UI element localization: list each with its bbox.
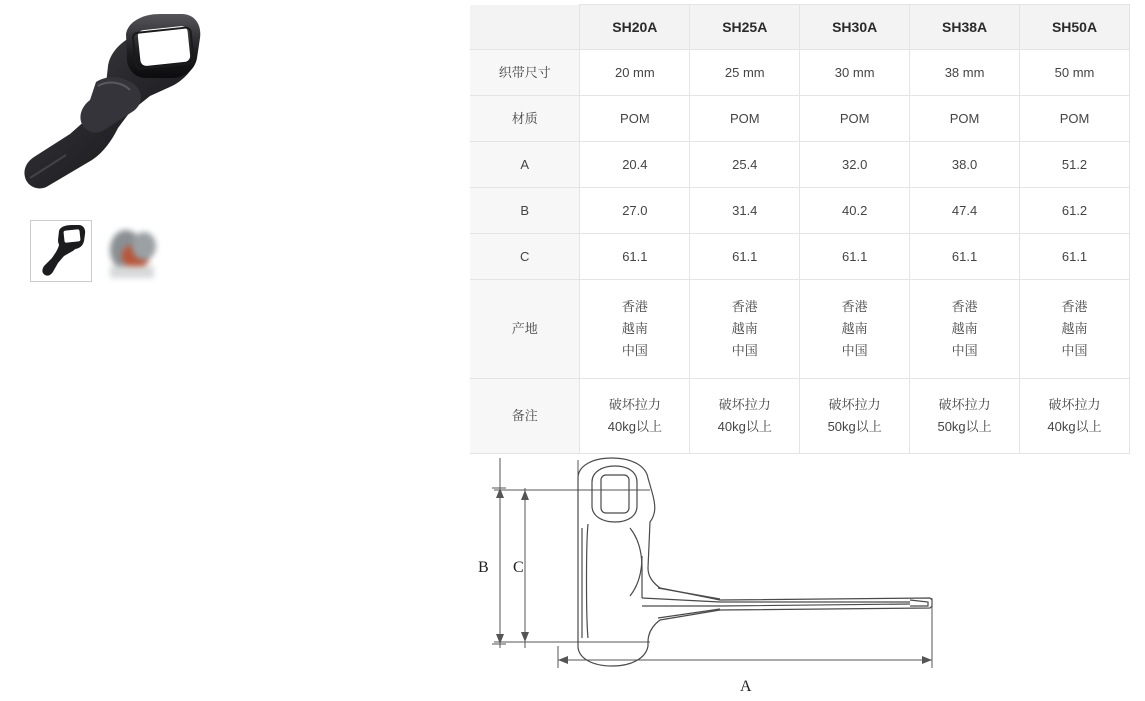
dimension-label-a: A bbox=[740, 678, 752, 695]
cell-a-sh25a: 25.4 bbox=[690, 142, 800, 188]
cell-c-sh25a: 61.1 bbox=[690, 234, 800, 280]
cell-origin-sh30a-line1: 香港 bbox=[841, 299, 868, 314]
cell-remark-sh50a-line1: 破坏拉力 bbox=[1048, 397, 1101, 412]
cell-remark-sh25a-line1: 破坏拉力 bbox=[718, 397, 771, 412]
cell-origin-sh38a-line2: 越南 bbox=[951, 321, 978, 336]
cell-remark-sh38a-line1: 破坏拉力 bbox=[938, 397, 991, 412]
cell-remark-sh30a-line1: 破坏拉力 bbox=[828, 397, 881, 412]
snap-hook-illustration bbox=[0, 0, 300, 200]
thumbnail-1-icon bbox=[31, 221, 91, 281]
cell-b-sh25a: 31.4 bbox=[690, 188, 800, 234]
cell-origin-sh50a-line3: 中国 bbox=[1061, 343, 1088, 358]
dimension-label-b: B bbox=[478, 559, 489, 576]
cell-remark-sh20a-line2: 40kg以上 bbox=[607, 419, 662, 434]
thumbnail-2-icon bbox=[100, 220, 162, 282]
cell-origin-sh25a-line2: 越南 bbox=[731, 321, 758, 336]
cell-origin-sh38a bbox=[910, 280, 1020, 379]
cell-c-sh30a: 61.1 bbox=[800, 234, 910, 280]
cell-origin-sh30a-line2: 越南 bbox=[841, 321, 868, 336]
cell-a-sh20a: 20.4 bbox=[580, 142, 690, 188]
cell-remark-sh25a-line2: 40kg以上 bbox=[717, 419, 772, 434]
cell-remark-sh25a bbox=[690, 379, 800, 454]
cell-webbing-size-sh30a: 30 mm bbox=[800, 50, 910, 96]
table-header bbox=[470, 5, 1130, 50]
table-body bbox=[470, 50, 1130, 454]
table-header-row bbox=[470, 5, 1130, 50]
cell-origin-sh38a-line1: 香港 bbox=[951, 299, 978, 314]
product-media-panel bbox=[0, 0, 470, 701]
thumbnail-strip[interactable] bbox=[30, 220, 162, 282]
cell-c-sh20a: 61.1 bbox=[580, 234, 690, 280]
row-label-remark: 备注 bbox=[470, 379, 580, 454]
dimension-label-c: C bbox=[513, 559, 524, 576]
cell-webbing-size-sh38a: 38 mm bbox=[910, 50, 1020, 96]
cell-webbing-size-sh25a: 25 mm bbox=[690, 50, 800, 96]
cell-origin-sh25a-line3: 中国 bbox=[731, 343, 758, 358]
column-header-sh50a: SH50A bbox=[1020, 5, 1130, 50]
cell-material-sh50a: POM bbox=[1020, 96, 1130, 142]
row-label-a: A bbox=[470, 142, 580, 188]
table-row-remark bbox=[470, 379, 1130, 454]
cell-webbing-size-sh50a: 50 mm bbox=[1020, 50, 1130, 96]
cell-origin-sh50a-line1: 香港 bbox=[1061, 299, 1088, 314]
cell-remark-sh30a bbox=[800, 379, 910, 454]
cell-c-sh38a: 61.1 bbox=[910, 234, 1020, 280]
cell-origin-sh30a bbox=[800, 280, 910, 379]
row-label-b: B bbox=[470, 188, 580, 234]
cell-origin-sh50a bbox=[1020, 280, 1130, 379]
cell-origin-sh25a-line1: 香港 bbox=[731, 299, 758, 314]
cell-material-sh20a: POM bbox=[580, 96, 690, 142]
cell-origin-sh20a-line2: 越南 bbox=[621, 321, 648, 336]
column-header-sh30a: SH30A bbox=[800, 5, 910, 50]
thumbnail-1[interactable] bbox=[30, 220, 92, 282]
row-label-webbing-size: 织带尺寸 bbox=[470, 50, 580, 96]
specification-table-container bbox=[470, 4, 1130, 454]
cell-remark-sh20a bbox=[580, 379, 690, 454]
cell-origin-sh20a bbox=[580, 280, 690, 379]
cell-remark-sh30a-line2: 50kg以上 bbox=[827, 419, 882, 434]
cell-a-sh50a: 51.2 bbox=[1020, 142, 1130, 188]
cell-webbing-size-sh20a: 20 mm bbox=[580, 50, 690, 96]
cell-origin-sh30a-line3: 中国 bbox=[841, 343, 868, 358]
cell-remark-sh38a bbox=[910, 379, 1020, 454]
row-label-material: 材质 bbox=[470, 96, 580, 142]
cell-remark-sh50a bbox=[1020, 379, 1130, 454]
cell-material-sh25a: POM bbox=[690, 96, 800, 142]
technical-drawing bbox=[470, 448, 1130, 698]
column-header-sh20a: SH20A bbox=[580, 5, 690, 50]
row-label-origin: 产地 bbox=[470, 280, 580, 379]
cell-b-sh30a: 40.2 bbox=[800, 188, 910, 234]
cell-origin-sh38a-line3: 中国 bbox=[951, 343, 978, 358]
cell-a-sh30a: 32.0 bbox=[800, 142, 910, 188]
table-row-b bbox=[470, 188, 1130, 234]
table-row-a bbox=[470, 142, 1130, 188]
specification-table bbox=[470, 4, 1130, 454]
thumbnail-2[interactable] bbox=[100, 220, 162, 282]
cell-material-sh30a: POM bbox=[800, 96, 910, 142]
row-label-c: C bbox=[470, 234, 580, 280]
table-corner-cell bbox=[470, 5, 580, 50]
cell-remark-sh38a-line2: 50kg以上 bbox=[937, 419, 992, 434]
cell-a-sh38a: 38.0 bbox=[910, 142, 1020, 188]
cell-origin-sh20a-line3: 中国 bbox=[621, 343, 648, 358]
cell-origin-sh20a-line1: 香港 bbox=[621, 299, 648, 314]
table-row-webbing-size bbox=[470, 50, 1130, 96]
cell-c-sh50a: 61.1 bbox=[1020, 234, 1130, 280]
cell-b-sh38a: 47.4 bbox=[910, 188, 1020, 234]
table-row-c bbox=[470, 234, 1130, 280]
cell-origin-sh50a-line2: 越南 bbox=[1061, 321, 1088, 336]
table-row-origin bbox=[470, 280, 1130, 379]
cell-material-sh38a: POM bbox=[910, 96, 1020, 142]
cell-remark-sh20a-line1: 破坏拉力 bbox=[608, 397, 661, 412]
table-row-material bbox=[470, 96, 1130, 142]
cell-origin-sh25a bbox=[690, 280, 800, 379]
main-product-image[interactable] bbox=[0, 0, 300, 200]
cell-remark-sh50a-line2: 40kg以上 bbox=[1047, 419, 1102, 434]
cell-b-sh20a: 27.0 bbox=[580, 188, 690, 234]
technical-drawing-svg bbox=[470, 448, 1130, 698]
cell-b-sh50a: 61.2 bbox=[1020, 188, 1130, 234]
column-header-sh38a: SH38A bbox=[910, 5, 1020, 50]
column-header-sh25a: SH25A bbox=[690, 5, 800, 50]
